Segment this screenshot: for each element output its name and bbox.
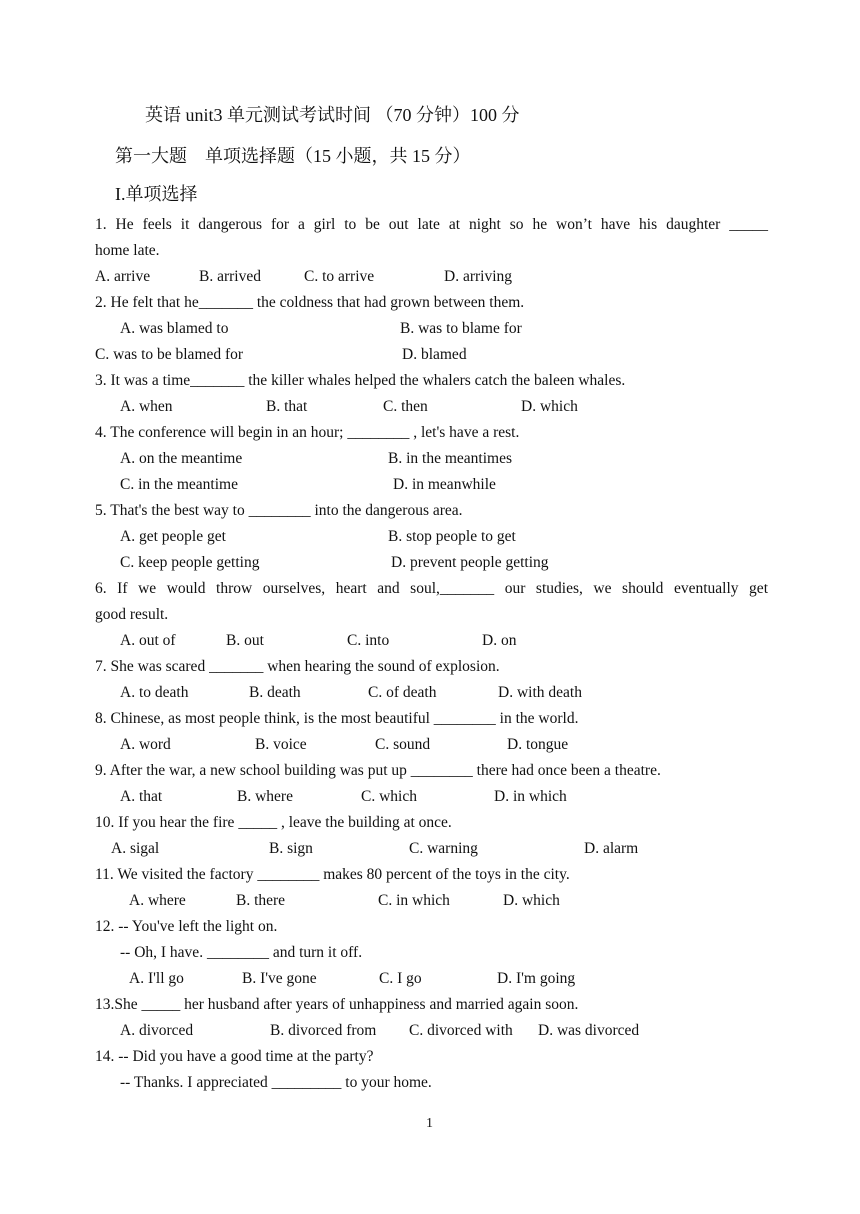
question-3-option-b: B. that <box>266 398 308 415</box>
question-11-option-c: C. in which <box>378 892 450 909</box>
question-10-option-d: D. alarm <box>584 840 639 857</box>
question-10-option-b: B. sign <box>269 840 313 857</box>
question-2-line-1: 2. He felt that he_______ the coldness that had grown between them. <box>95 294 525 311</box>
question-1-line-2: home late. <box>95 242 160 259</box>
question-5-option-c: C. keep people getting <box>120 554 260 571</box>
question-12-option-b: B. I've gone <box>242 970 317 987</box>
question-8-option-d: D. tongue <box>507 736 569 753</box>
question-10-option-c: C. warning <box>409 840 478 857</box>
question-9-option-b: B. where <box>237 788 293 805</box>
question-13-option-a: A. divorced <box>120 1022 194 1039</box>
section-heading: 第一大题 单项选择题（15 小题，共 15 分） <box>115 146 471 166</box>
question-2-option-c: C. was to be blamed for <box>95 346 244 363</box>
question-2-option-b: B. was to blame for <box>400 320 522 337</box>
question-9-option-a: A. that <box>120 788 163 805</box>
question-3-option-c: C. then <box>383 398 428 415</box>
question-2-option-d: D. blamed <box>402 346 467 363</box>
question-6-option-b: B. out <box>226 632 264 649</box>
question-4-line-1: 4. The conference will begin in an hour; ________ , let's have a rest. <box>95 424 520 441</box>
question-14-line-1: 14. -- Did you have a good time at the party? <box>95 1048 374 1065</box>
question-4-option-b: B. in the meantimes <box>388 450 512 467</box>
question-1-line-1: 1. He feels it dangerous for a girl to be out late at night so he won’t have his daughter _____ <box>95 216 768 233</box>
question-10-option-a: A. sigal <box>111 840 160 857</box>
question-13-option-c: C. divorced with <box>409 1022 513 1039</box>
question-5-line-1: 5. That's the best way to ________ into the dangerous area. <box>95 502 463 519</box>
question-13-line-1: 13.She _____ her husband after years of unhappiness and married again soon. <box>95 996 579 1013</box>
question-13-option-d: D. was divorced <box>538 1022 640 1039</box>
question-1-option-a: A. arrive <box>95 268 151 285</box>
question-12-line-2: -- Oh, I have. ________ and turn it off. <box>120 944 363 961</box>
question-12-option-c: C. I go <box>379 970 422 987</box>
question-8-option-c: C. sound <box>375 736 431 753</box>
question-7-option-d: D. with death <box>498 684 582 701</box>
question-10-line-1: 10. If you hear the fire _____ , leave the building at once. <box>95 814 452 831</box>
question-8-line-1: 8. Chinese, as most people think, is the most beautiful ________ in the world. <box>95 710 579 727</box>
question-4-option-c: C. in the meantime <box>120 476 238 493</box>
question-6-line-2: good result. <box>95 606 169 623</box>
question-1-option-c: C. to arrive <box>304 268 375 285</box>
question-1-option-b: B. arrived <box>199 268 261 285</box>
question-6-line-1: 6. If we would throw ourselves, heart and soul,_______ our studies, we should eventually get <box>95 580 768 597</box>
question-7-option-c: C. of death <box>368 684 437 701</box>
page-title: 英语 unit3 单元测试考试时间 （70 分钟）100 分 <box>145 105 520 125</box>
question-14-line-2: -- Thanks. I appreciated _________ to your home. <box>120 1074 432 1091</box>
question-12-line-1: 12. -- You've left the light on. <box>95 918 278 935</box>
question-9-line-1: 9. After the war, a new school building was put up ________ there had once been a theatre. <box>95 762 661 779</box>
question-5-option-d: D. prevent people getting <box>391 554 549 571</box>
subsection-heading: I.单项选择 <box>115 184 198 204</box>
question-12-option-d: D. I'm going <box>497 970 576 987</box>
question-11-option-d: D. which <box>503 892 560 909</box>
question-9-option-d: D. in which <box>494 788 567 805</box>
question-7-line-1: 7. She was scared _______ when hearing the sound of explosion. <box>95 658 500 675</box>
question-3-option-a: A. when <box>120 398 173 415</box>
page-number: 1 <box>426 1116 433 1131</box>
question-12-option-a: A. I'll go <box>129 970 184 987</box>
question-3-option-d: D. which <box>521 398 578 415</box>
question-3-line-1: 3. It was a time_______ the killer whales helped the whalers catch the baleen whales. <box>95 372 626 389</box>
question-1-option-d: D. arriving <box>444 268 513 285</box>
question-8-option-a: A. word <box>120 736 171 753</box>
question-9-option-c: C. which <box>361 788 417 805</box>
question-6-option-c: C. into <box>347 632 390 649</box>
question-7-option-b: B. death <box>249 684 301 701</box>
question-11-option-b: B. there <box>236 892 286 909</box>
question-4-option-d: D. in meanwhile <box>393 476 496 493</box>
question-6-option-d: D. on <box>482 632 517 649</box>
question-5-option-a: A. get people get <box>120 528 226 545</box>
question-8-option-b: B. voice <box>255 736 307 753</box>
question-11-line-1: 11. We visited the factory ________ makes 80 percent of the toys in the city. <box>95 866 570 883</box>
question-7-option-a: A. to death <box>120 684 189 701</box>
question-13-option-b: B. divorced from <box>270 1022 377 1039</box>
question-4-option-a: A. on the meantime <box>120 450 243 467</box>
question-6-option-a: A. out of <box>120 632 176 649</box>
question-2-option-a: A. was blamed to <box>120 320 229 337</box>
question-11-option-a: A. where <box>129 892 186 909</box>
question-5-option-b: B. stop people to get <box>388 528 516 545</box>
